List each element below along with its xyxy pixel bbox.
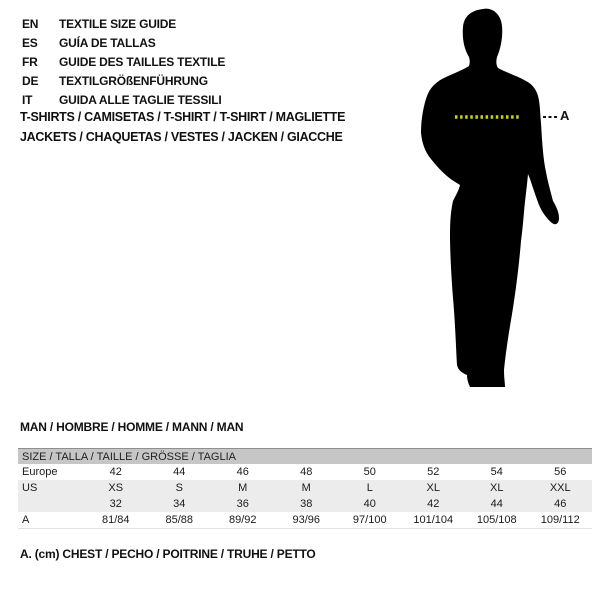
table-cell: S bbox=[148, 480, 212, 496]
category-line-jackets: JACKETS / CHAQUETAS / VESTES / JACKEN / GIACCHE bbox=[20, 129, 343, 144]
table-cell: M bbox=[275, 480, 339, 496]
table-cell: 81/84 bbox=[84, 512, 148, 529]
category-block bbox=[20, 108, 345, 147]
size-table bbox=[18, 448, 592, 529]
table-cell: 109/112 bbox=[529, 512, 593, 529]
table-cell: XXL bbox=[529, 480, 593, 496]
table-header-cell: SIZE / TALLA / TAILLE / GRÖSSE / TAGLIA bbox=[18, 449, 592, 465]
table-cell: 54 bbox=[490, 466, 503, 478]
table-header-row bbox=[18, 449, 592, 465]
table-cell: 44 bbox=[465, 496, 529, 512]
language-code: ES bbox=[22, 36, 38, 50]
table-cell: 97/100 bbox=[338, 512, 402, 529]
table-cell: 40 bbox=[338, 496, 402, 512]
guide-title: TEXTILGRÖßENFÜHRUNG bbox=[59, 74, 208, 88]
list-item bbox=[22, 72, 225, 91]
table-cell: 93/96 bbox=[275, 512, 339, 529]
language-code: DE bbox=[22, 74, 39, 88]
table-cell: XL bbox=[465, 480, 529, 496]
language-code: FR bbox=[22, 55, 38, 69]
table-cell: 44 bbox=[173, 466, 186, 478]
table-cell: 101/104 bbox=[402, 512, 466, 529]
table-cell: 38 bbox=[275, 496, 339, 512]
table-cell: L bbox=[338, 480, 402, 496]
category-line-tshirts: T-SHIRTS / CAMISETAS / T-SHIRT / T-SHIRT / MAGLIETTE bbox=[20, 110, 346, 124]
guide-title: GUIDA ALLE TAGLIE TESSILI bbox=[59, 93, 222, 107]
measure-label-a: A bbox=[560, 108, 570, 123]
table-cell: 85/88 bbox=[148, 512, 212, 529]
man-silhouette-svg bbox=[412, 6, 582, 396]
table-cell: 34 bbox=[148, 496, 212, 512]
table-cell: 46 bbox=[236, 466, 249, 478]
section-title-man: MAN / HOMBRE / HOMME / MANN / MAN bbox=[20, 420, 244, 434]
list-item bbox=[22, 15, 225, 34]
table-row-chest-cm bbox=[18, 512, 592, 529]
table-cell: XS bbox=[84, 480, 148, 496]
table-cell: 48 bbox=[300, 466, 313, 478]
row-label: US bbox=[18, 480, 84, 496]
language-code: EN bbox=[22, 17, 39, 31]
man-silhouette-figure bbox=[412, 6, 582, 396]
table-cell: 56 bbox=[554, 466, 567, 478]
table-cell: 32 bbox=[84, 496, 148, 512]
table-row-us-letters bbox=[18, 480, 592, 496]
table-cell: 89/92 bbox=[211, 512, 275, 529]
table-row-europe bbox=[18, 464, 592, 480]
table-cell: 50 bbox=[363, 466, 376, 478]
table-cell: 42 bbox=[402, 496, 466, 512]
list-item bbox=[22, 53, 225, 72]
man-silhouette-path bbox=[421, 9, 559, 387]
table-cell: 36 bbox=[211, 496, 275, 512]
table-cell: 105/108 bbox=[465, 512, 529, 529]
language-code: IT bbox=[22, 93, 33, 107]
language-guide-list bbox=[22, 15, 225, 110]
table-cell: 46 bbox=[529, 496, 593, 512]
table-row-us-numbers bbox=[18, 496, 592, 512]
list-item bbox=[22, 34, 225, 53]
table-cell: XL bbox=[402, 480, 466, 496]
row-label bbox=[18, 496, 84, 512]
table-cell: 52 bbox=[427, 466, 440, 478]
guide-title: TEXTILE SIZE GUIDE bbox=[59, 17, 177, 31]
row-label: Europe bbox=[22, 466, 58, 478]
guide-title: GUIDE DES TAILLES TEXTILE bbox=[59, 55, 226, 69]
measurement-footnote: A. (cm) CHEST / PECHO / POITRINE / TRUHE / PETTO bbox=[20, 547, 316, 561]
table-cell: M bbox=[211, 480, 275, 496]
table-cell: 42 bbox=[109, 466, 122, 478]
guide-title: GUÍA DE TALLAS bbox=[59, 36, 156, 50]
row-label: A bbox=[18, 512, 84, 529]
